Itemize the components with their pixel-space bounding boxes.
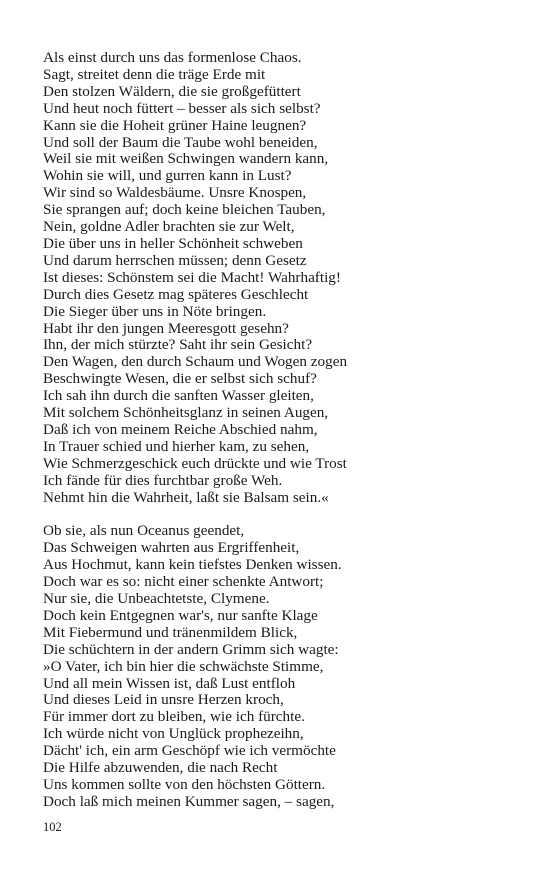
poem-line: Den Wagen, den durch Schaum und Wogen zogen [43,353,348,371]
poem-line: Durch dies Gesetz mag späteres Geschlecht [43,285,309,303]
poem-line: Mit solchem Schönheitsglanz in seinen Augen, [43,404,329,422]
poem-line: Nur sie, die Unbeachtetste, Clymene. [43,589,270,607]
poem-line: Ich würde nicht von Unglück prophezeihn, [43,725,304,743]
poem-line: Sagt, streitet denn die träge Erde mit [43,65,266,83]
poem-line: Ich sah ihn durch die sanften Wasser gleiten, [43,387,314,405]
stanza-gap [43,506,513,523]
poem-line: Dächt' ich, ein arm Geschöpf wie ich vermöchte [43,742,336,760]
stanza-1 [43,50,513,506]
poem-line: Daß ich von meinem Reiche Abschied nahm, [43,420,318,438]
poem-line: Und soll der Baum die Taube wohl beneiden, [43,133,318,151]
poem-line: Doch kein Entgegnen war's, nur sanfte Klage [43,606,318,624]
poem-line: »O Vater, ich bin hier die schwächste Stimme, [43,657,324,675]
poem-line: Wir sind so Waldesbäume. Unsre Knospen, [43,184,307,202]
poem-line: Die über uns in heller Schönheit schweben [43,234,303,252]
poem-line: Beschwingte Wesen, die er selbst sich schuf? [43,370,317,388]
poem-line: Sie sprangen auf; doch keine bleichen Tauben, [43,201,326,219]
poem-line: Als einst durch uns das formenlose Chaos. [43,49,302,66]
poem-line: Habt ihr den jungen Meeresgott gesehn? [43,319,289,337]
poem-line: Und heut noch füttert – besser als sich selbst? [43,99,321,117]
poem-line: Ihn, der mich stürzte? Saht ihr sein Gesicht? [43,336,313,354]
poem-line: Doch laß mich meinen Kummer sagen, – sagen, [43,792,335,810]
poem-line: Kann sie die Hoheit grüner Haine leugnen? [43,116,307,134]
poem-line: Und dieses Leid in unsre Herzen kroch, [43,691,284,709]
poem-line: Doch war es so: nicht einer schenkte Antwort; [43,573,324,591]
poem-text [43,50,513,811]
poem-line: Das Schweigen wahrten aus Ergriffenheit, [43,539,300,557]
poem-line: Mit Fiebermund und tränenmildem Blick, [43,623,298,641]
poem-line: Uns kommen sollte von den höchsten Göttern. [43,775,326,793]
poem-line: Die schüchtern in der andern Grimm sich wagte: [43,640,339,658]
page-number: 102 [43,820,62,834]
stanza-2 [43,523,513,810]
poem-line: Nehmt hin die Wahrheit, laßt sie Balsam sein.« [43,488,329,506]
poem-line: Ich fände für dies furchtbar große Weh. [43,471,283,489]
poem-line: Weil sie mit weißen Schwingen wandern kann, [43,150,329,168]
poem-line: Wie Schmerzgeschick euch drückte und wie Trost [43,454,347,472]
poem-line: Wohin sie will, und gurren kann in Lust? [43,167,292,185]
poem-line: In Trauer schied und hierher kam, zu sehen, [43,437,310,455]
poem-line: Für immer dort zu bleiben, wie ich fürchte. [43,708,305,726]
poem-line: Die Sieger über uns in Nöte bringen. [43,302,267,320]
poem-line: Ist dieses: Schönstem sei die Macht! Wahrhaftig! [43,268,341,286]
poem-line: Und all mein Wissen ist, daß Lust entfloh [43,674,296,692]
poem-line: Die Hilfe abzuwenden, die nach Recht [43,759,278,777]
poem-line: Ob sie, als nun Oceanus geendet, [43,522,245,540]
poem-line: Und darum herrschen müssen; denn Gesetz [43,251,307,269]
poem-line: Nein, goldne Adler brachten sie zur Welt, [43,218,295,236]
poem-line: Den stolzen Wäldern, die sie großgefüttert [43,82,301,100]
poem-line: Aus Hochmut, kann kein tiefstes Denken wissen. [43,556,342,574]
